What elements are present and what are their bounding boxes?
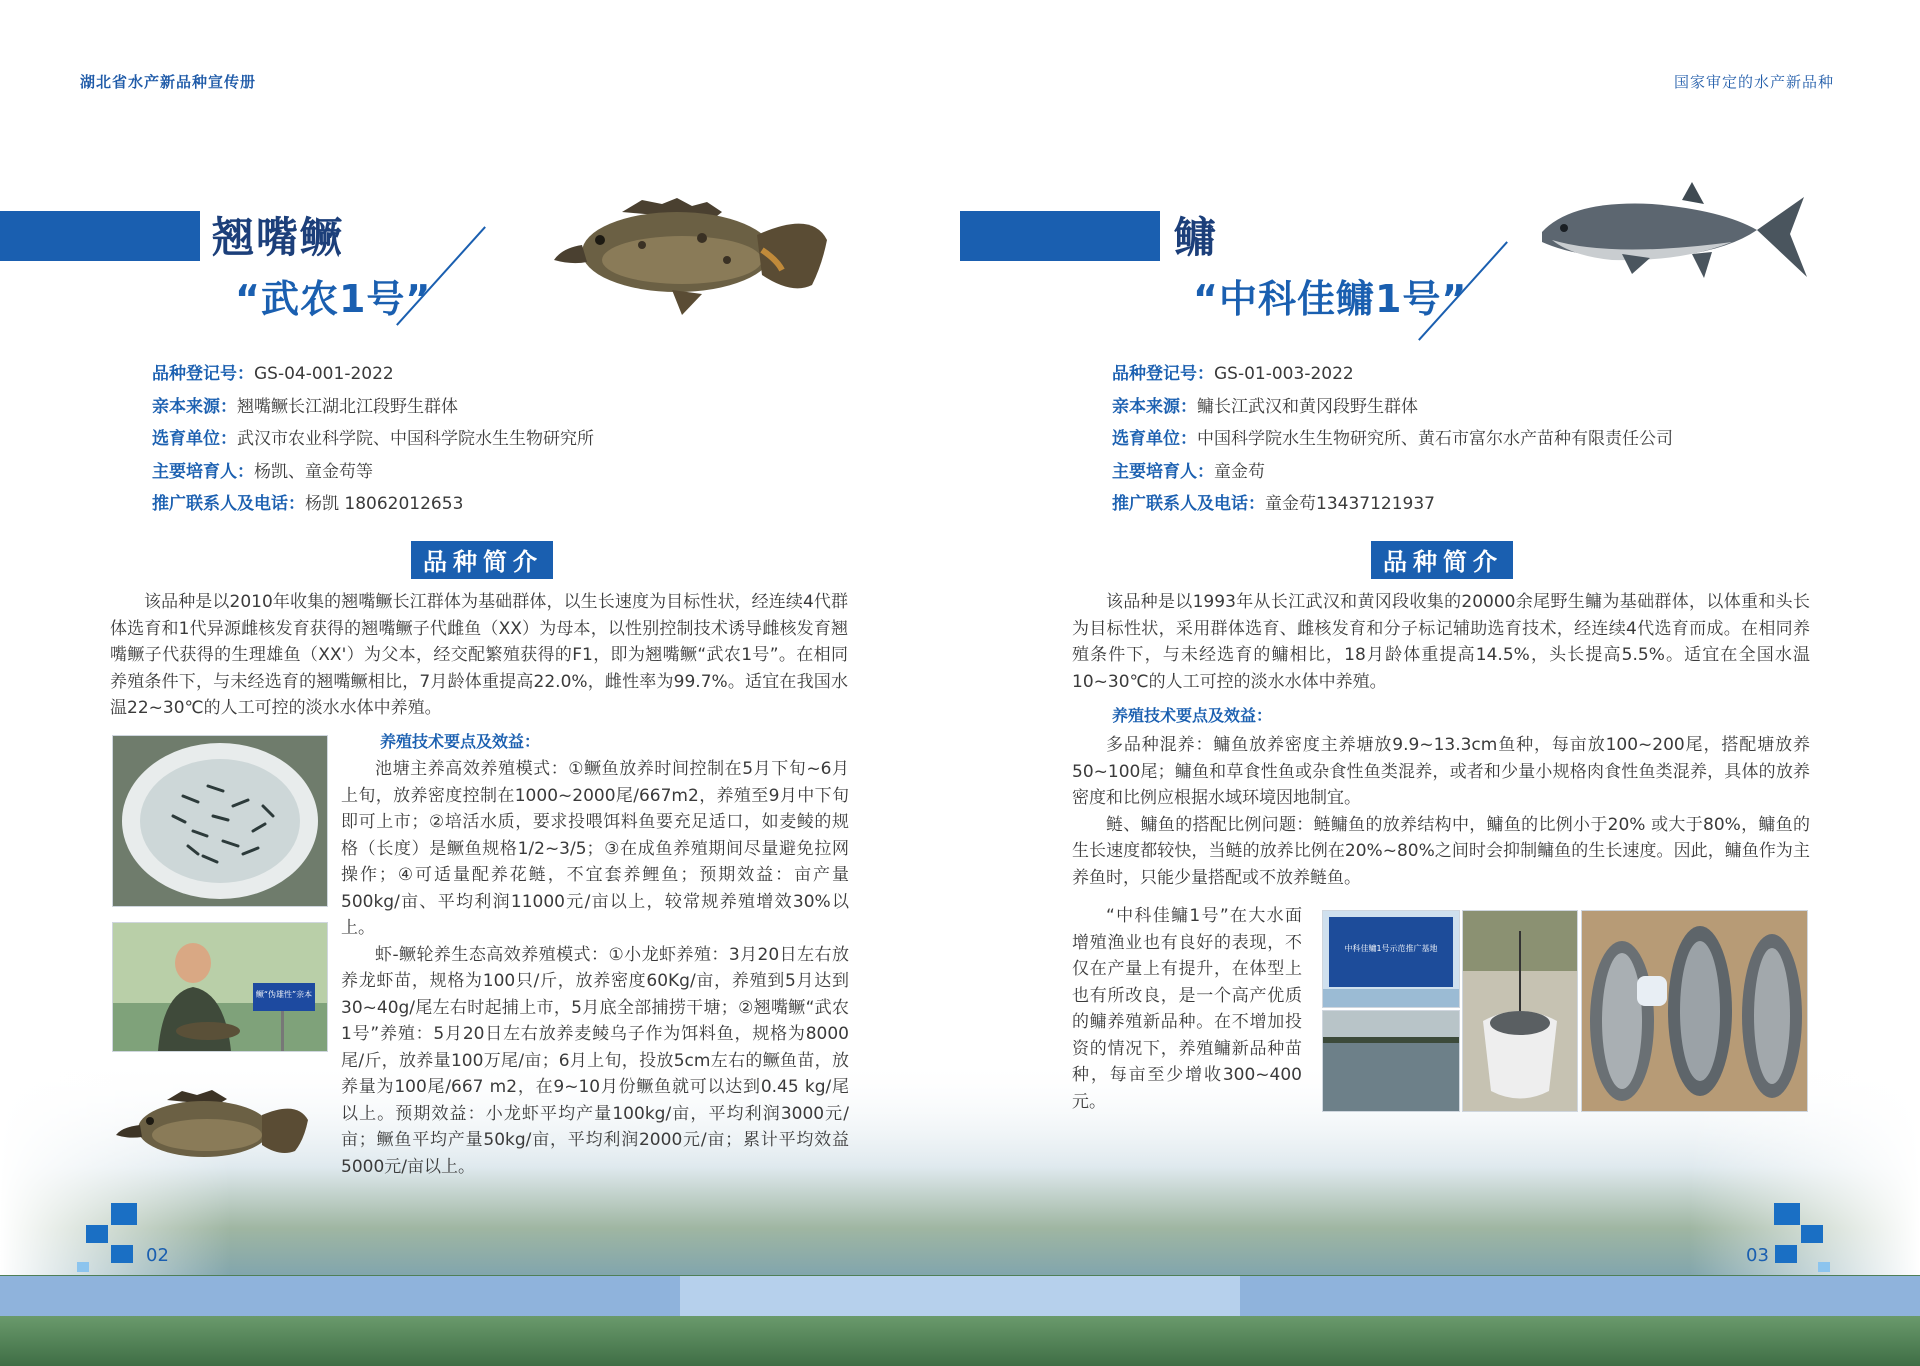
deco-square (86, 1225, 108, 1243)
info-row-breeders: 主要培育人：杨凯、童金苟等 (152, 461, 373, 482)
demo-base-sign-photo (1322, 910, 1460, 1008)
fry-basin-photo (112, 735, 328, 907)
tech-head-left: 养殖技术要点及效益： (380, 732, 541, 751)
intro-paragraph-right: 该品种是以1993年从长江武汉和黄冈段收集的20000余尾野生鳙为基础群体，以体重和头长为目标性状，采用群体选育、雌核发育和分子标记辅助选育技术，经连续4代选育而成。在相同养殖条件下，与未经选育的鳙相比，18月龄体重提高14.5%，头长提高5.5%。适宜在全国水温10~30℃的人工可控的淡水水体中养殖。 (1072, 592, 1810, 692)
page-number-left: 02 (146, 1245, 169, 1266)
section-badge-right: 品种简介 (1371, 541, 1513, 579)
bighead-carp-image (1532, 182, 1807, 292)
intro-paragraph-left: 该品种是以2010年收集的翘嘴鳜长江群体为基础群体，以生长速度为目标性状，经连续4代群体选育和1代异源雌核发育获得的翘嘴鳜子代雌鱼（XX）为母本，以性别控制技术诱导雌核发育翘嘴鳜子代获得的生理雄鱼（XX'）为父本，经交配繁殖获得的F1，即为翘嘴鳜“武农1号”。在相同养殖条件下，与未经选育的翘嘴鳜相比，7月龄体重提高22.0%，雌性率为99.7%。适宜在我国水温22~30℃的人工可控的淡水水体中养殖。 (110, 592, 848, 718)
page-subtitle-right: “中科佳鳙1号” (1193, 277, 1468, 321)
deco-square (1775, 1245, 1797, 1263)
info-row-breeding-unit: 选育单位：中国科学院水生生物研究所、黄石市富尔水产苗种有限责任公司 (1112, 429, 1673, 449)
deco-square (1818, 1262, 1830, 1272)
deco-square (1801, 1225, 1823, 1243)
info-row-parent-source: 亲本来源：鳙长江武汉和黄冈段野生群体 (1112, 396, 1418, 417)
deco-square (1774, 1203, 1800, 1225)
info-row-registration: 品种登记号：GS-01-003-2022 (1112, 364, 1354, 384)
lake-water-photo (1322, 1010, 1460, 1112)
deco-square (111, 1245, 133, 1263)
info-row-registration: 品种登记号：GS-04-001-2022 (152, 364, 394, 384)
info-row-breeding-unit: 选育单位：武汉市农业科学院、中国科学院水生生物研究所 (152, 429, 594, 449)
bottom-band-center (680, 1276, 1240, 1316)
breeder-person-photo (112, 922, 328, 1052)
info-block-left (152, 358, 852, 521)
deco-square (111, 1203, 137, 1225)
breeder-sign-text: 鳜“伪雄性”亲本 (255, 990, 313, 999)
page-number-right: 03 (1746, 1245, 1769, 1266)
tech-paragraph-right-3: “中科佳鳙1号”在大水面增殖渔业也有良好的表现，不仅在产量上有提升，在体型上也有所改良，是一个高产优质的鳙养殖新品种。在不增加投资的情况下，养殖鳙新品种苗种，每亩至少增收300~400元。 (1072, 906, 1302, 1112)
bottom-grass (0, 1316, 1920, 1366)
fish-weighing-photo (1462, 910, 1578, 1112)
mandarin-fish-image (552, 190, 832, 315)
mandarin-fish-small-image (112, 1085, 308, 1170)
section-badge-left: 品种简介 (411, 541, 553, 579)
page-title-left: 翘嘴鳜 (212, 213, 345, 262)
info-row-parent-source: 亲本来源：翘嘴鳜长江湖北江段野生群体 (152, 396, 458, 417)
info-block-right (1112, 358, 1892, 521)
tech-paragraphs-right: 多品种混养：鳙鱼放养密度主养塘放9.9~13.3cm鱼种，每亩放100~200尾，搭配塘放养50~100尾；鳙鱼和草食性鱼或杂食性鱼类混养，或者和少量小规格肉食性鱼类混养，具体的放养密度和比例应根据水域环境因地制宜。 鲢、鳙鱼的搭配比例问题：鲢鳙鱼的放养结构中，鳙鱼的比例小于20% 或大于80%，鳙鱼的生长速度都较快，当鲢的放养比例在20%~80%之间时会抑制鳙鱼的生长速度。因此，鳙鱼作为主养鱼时，只能少量搭配或不放养鲢鱼。 (1072, 735, 1810, 888)
info-row-contact: 推广联系人及电话：杨凯 18062012653 (152, 494, 464, 514)
page-title-right: 鳙 (1174, 213, 1219, 262)
deco-square (77, 1262, 89, 1272)
tech-head-right: 养殖技术要点及效益： (1112, 706, 1273, 725)
demo-base-sign-text: 中科佳鳙1号示范推广基地 (1344, 944, 1438, 953)
tech-paragraphs-left: 池塘主养高效养殖模式：①鳜鱼放养时间控制在5月下旬~6月上旬，放养密度控制在1000~2000尾/667m2，养殖至9月中下旬即可上市；②培活水质，要求投喂饵料鱼要充足适口，如麦鲮的规格（长度）是鳜鱼规格1/2~3/5；③在成鱼养殖期间尽量避免拉网操作；④可适量配养花鲢，不宜套养鲤鱼；预期效益：亩产量500kg/亩、平均利润11000元/亩以上，较常规养殖增效30%以上。 虾-鳜轮养生态高效养殖模式：①小龙虾养殖：3月20日左右放养龙虾苗，规格为100只/斤，放养密度60Kg/亩，养殖到5月达到30~40g/尾左右时起捕上市，5月底全部捕捞干塘；②翘嘴鳜“武农1号”养殖：5月20日左右放养麦鲮乌子作为饵料鱼，规格为8000尾/斤，放养量100万尾/亩；6月上旬，投放5cm左右的鳜鱼苗，放养量为100尾/667 m2，在9~10月份鳜鱼就可以达到0.45 kg/尾以上。预期效益：小龙虾平均产量100kg/亩，平均利润3000元/亩；鳜鱼平均产量50kg/亩，平均利润2000元/亩；累计平均效益5000元/亩以上。 (341, 759, 849, 1177)
title-bar-right (960, 211, 1160, 261)
info-row-breeders: 主要培育人：童金苟 (1112, 461, 1265, 482)
fish-handling-photo (1581, 910, 1808, 1112)
header-right: 国家审定的水产新品种 (1674, 73, 1835, 91)
header-left: 湖北省水产新品种宣传册 (80, 73, 257, 91)
page-subtitle-left: “武农1号” (235, 277, 432, 321)
title-bar-left (0, 211, 200, 261)
info-row-contact: 推广联系人及电话：童金苟13437121937 (1112, 494, 1435, 514)
